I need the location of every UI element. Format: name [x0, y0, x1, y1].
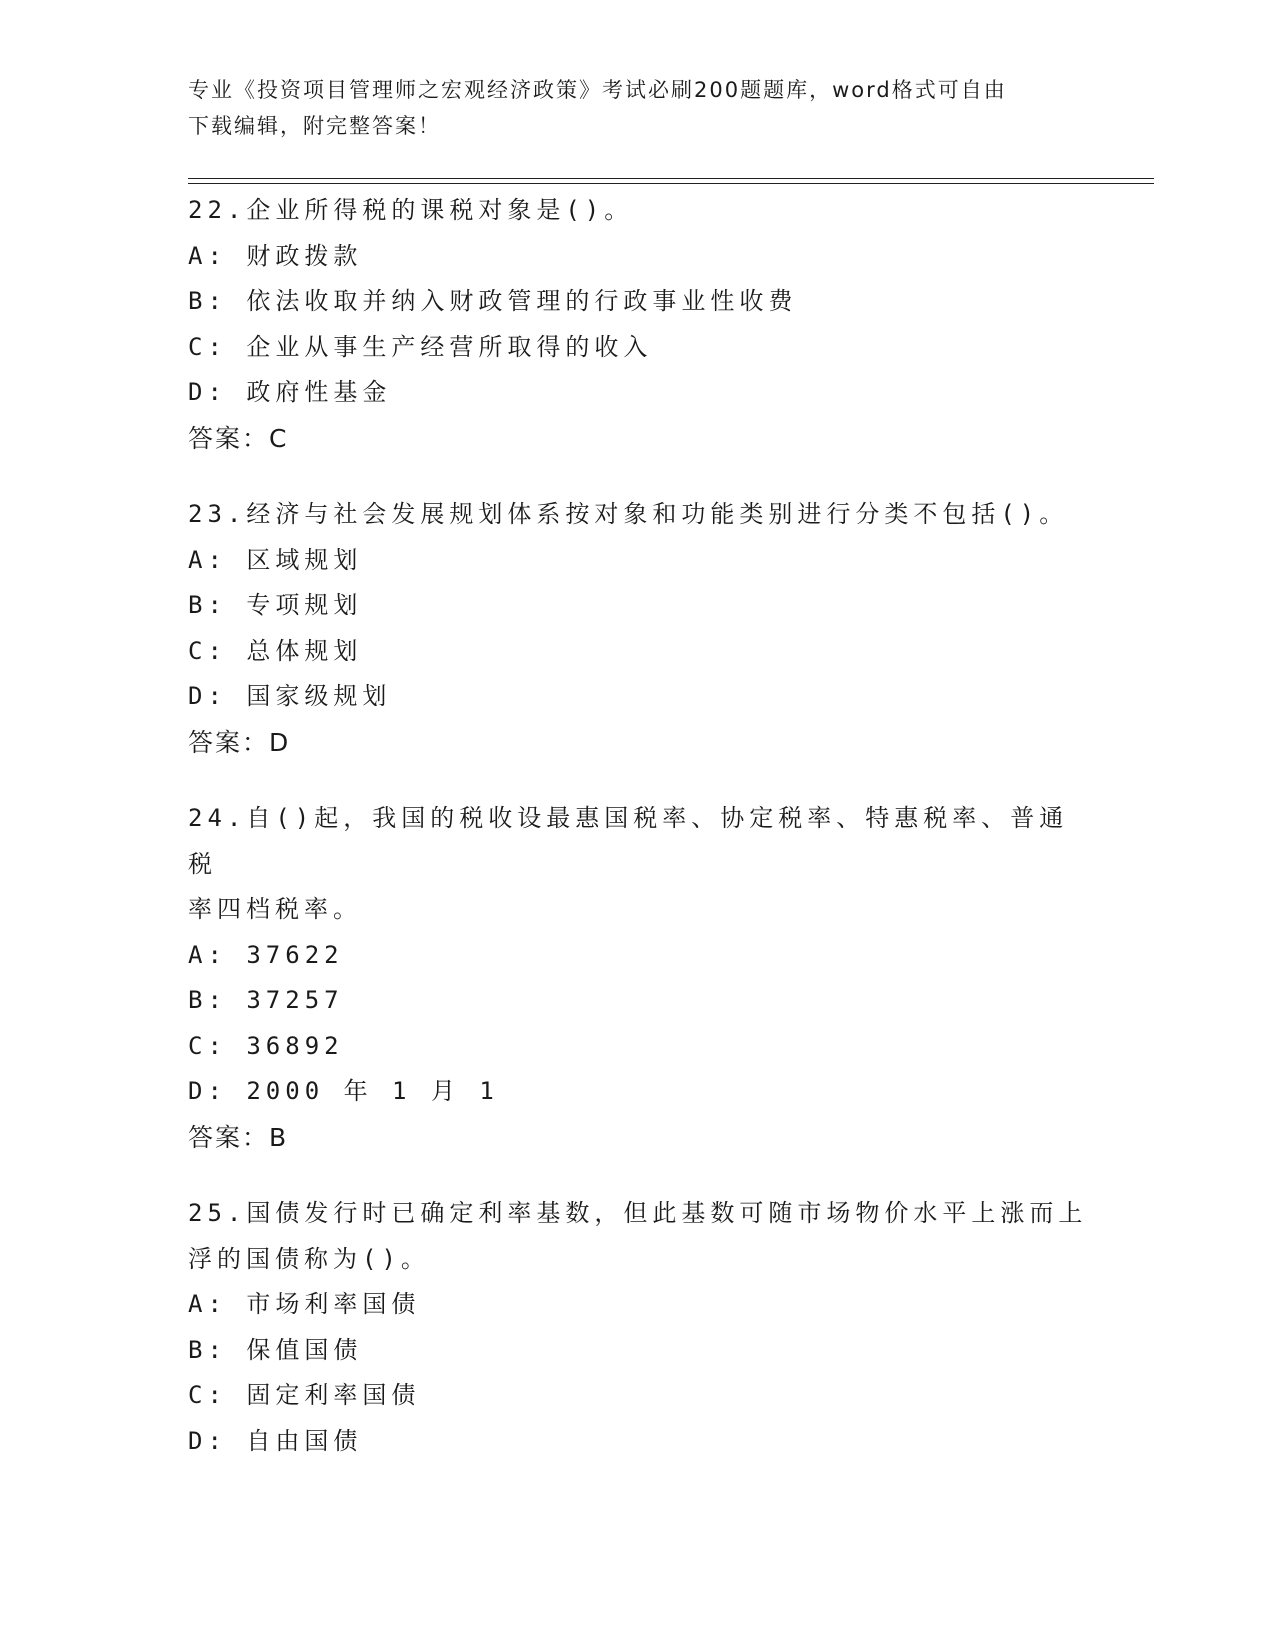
answer-label: 答案：D — [188, 727, 291, 757]
question-22 — [188, 188, 1088, 461]
option-c: C: 企业从事生产经营所取得的收入 — [188, 332, 653, 361]
question-25 — [188, 1191, 1088, 1464]
question-text-line-1: 24.自()起，我国的税收设最惠国税率、协定税率、特惠税率、普通税 — [188, 804, 1069, 878]
question-24 — [188, 796, 1088, 1160]
question-text-line-2: 率四档税率。 — [188, 895, 362, 923]
header-divider-bottom — [188, 183, 1154, 184]
option-b: B: 保值国债 — [188, 1335, 363, 1364]
header-line-1: 专业《投资项目管理师之宏观经济政策》考试必刷200题题库，word格式可自由 — [188, 78, 1007, 102]
option-a: A: 财政拨款 — [188, 241, 363, 270]
option-d: D: 自由国债 — [188, 1426, 363, 1455]
question-23 — [188, 492, 1088, 765]
option-b: B: 37257 — [188, 986, 344, 1014]
question-text-line-1: 25.国债发行时已确定利率基数，但此基数可随市场物价水平上涨而上 — [188, 1199, 1088, 1227]
answer-label: 答案：B — [188, 1122, 289, 1152]
option-d: D: 2000 年 1 月 1 — [188, 1077, 499, 1105]
option-a: A: 市场利率国债 — [188, 1290, 421, 1318]
question-text: 22.企业所得税的课税对象是()。 — [188, 196, 634, 224]
option-c: C: 固定利率国债 — [188, 1381, 421, 1409]
document-header — [188, 72, 1068, 144]
question-text: 23.经济与社会发展规划体系按对象和功能类别进行分类不包括()。 — [188, 500, 1069, 528]
option-d: D: 国家级规划 — [188, 682, 392, 710]
question-list — [188, 188, 1088, 1495]
header-line-2: 下载编辑，附完整答案！ — [188, 114, 441, 138]
option-b: B: 依法收取并纳入财政管理的行政事业性收费 — [188, 287, 798, 315]
option-d: D: 政府性基金 — [188, 378, 392, 406]
option-a: A: 区域规划 — [188, 545, 363, 574]
answer-label: 答案：C — [188, 423, 289, 453]
option-c: C: 36892 — [188, 1031, 344, 1060]
question-text-line-2: 浮的国债称为()。 — [188, 1244, 430, 1273]
option-b: B: 专项规划 — [188, 591, 363, 619]
header-divider-top — [188, 178, 1154, 179]
option-a: A: 37622 — [188, 940, 344, 969]
option-c: C: 总体规划 — [188, 636, 363, 665]
